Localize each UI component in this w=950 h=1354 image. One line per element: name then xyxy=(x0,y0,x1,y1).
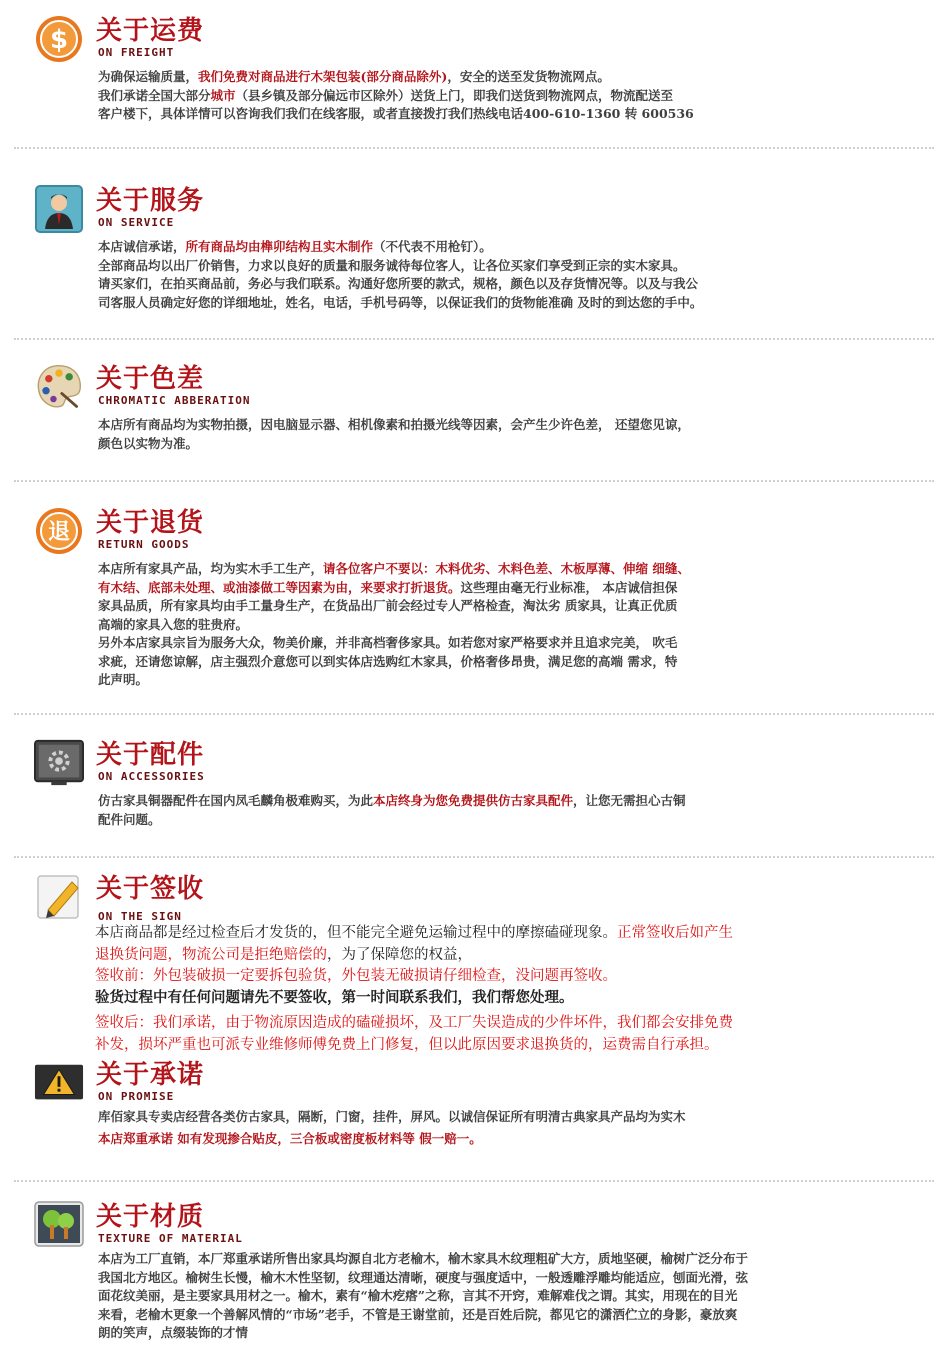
sign-line-4: 验货过程中有任何问题请先不要签收，第一时间联系我们，我们帮您处理。 xyxy=(95,989,574,1006)
dollar-icon xyxy=(34,14,84,64)
sign-subtitle: ON THE SIGN xyxy=(98,910,182,923)
promise-line-2: 本店郑重承诺 如有发现掺合贴皮，三合板或密度板材料等 假一赔一。 xyxy=(98,1130,482,1146)
returns-line-5: 另外本店家具宗旨为服务大众，物美价廉，并非高档奢侈家具。如若您对家严格要求并且追求完美， 吹毛 xyxy=(98,635,678,650)
gear-icon xyxy=(34,738,84,788)
sign-line-5: 签收后：我们承诺，由于物流原因造成的磕碰损坏，及工厂失误造成的少件坏件，我们都会安排免费 xyxy=(95,1015,733,1031)
customer-service-icon xyxy=(34,184,84,234)
promise-section xyxy=(0,1058,950,1158)
material-title: 关于材质 xyxy=(96,1202,205,1232)
divider xyxy=(14,480,934,482)
promise-line-1: 库佰家具专卖店经营各类仿古家具，隔断，门窗，挂件，屏风。以诚信保证所有明清古典家具产品均为实木 xyxy=(98,1109,686,1124)
sign-line-3: 签收前：外包装破损一定要拆包验货，外包装无破损请仔细检查，没问题再签收。 xyxy=(95,968,617,984)
color-title: 关于色差 xyxy=(96,364,205,394)
returns-line-7: 此声明。 xyxy=(98,672,149,687)
divider xyxy=(14,713,934,715)
returns-body xyxy=(98,560,918,690)
returns-section xyxy=(0,506,950,696)
svg-text:$: $ xyxy=(49,25,69,55)
accessories-body xyxy=(98,792,918,829)
service-section xyxy=(0,184,950,324)
return-icon xyxy=(34,506,84,556)
service-line-4: 司客服人员确定好您的详细地址，姓名，电话，手机号码等，以保证我们的货物能准确 及时的到达您的手中。 xyxy=(98,294,703,310)
material-section xyxy=(0,1200,950,1354)
sign-body xyxy=(95,923,915,1056)
freight-line-2: 我们承诺全国大部分城市（县乡镇及部分偏远市区除外）送货上门，即我们送货到物流网点，物流配送至 xyxy=(98,87,674,103)
color-subtitle: CHROMATIC ABBERATION xyxy=(98,394,251,407)
svg-text:退: 退 xyxy=(47,520,71,545)
warning-icon xyxy=(34,1058,84,1108)
sign-line-2: 退换货问题，物流公司是拒绝赔偿的，为了保障您的权益， xyxy=(95,946,472,963)
material-subtitle: TEXTURE OF MATERIAL xyxy=(98,1232,243,1245)
accessories-subtitle: ON ACCESSORIES xyxy=(98,770,205,783)
freight-title: 关于运费 xyxy=(96,16,205,46)
sign-line-6: 补发，损坏严重也可派专业维修师傅免费上门修复，但以此原因要求退换货的，运费需自行承担。 xyxy=(95,1036,719,1053)
divider xyxy=(14,856,934,858)
divider xyxy=(14,338,934,340)
returns-line-4: 高端的家具入您的驻贵府。 xyxy=(98,616,249,632)
accessories-title: 关于配件 xyxy=(96,740,205,770)
returns-line-3: 家具品质，所有家具均由手工量身生产，在货品出厂前会经过专人严格检查，淘汰劣 质家具，让真正优质 xyxy=(98,598,678,613)
color-line-1: 本店所有商品均为实物拍摄，因电脑显示器、相机像素和拍摄光线等因素，会产生少许色差， 还望您见谅， xyxy=(98,417,690,432)
service-title: 关于服务 xyxy=(96,186,205,216)
sign-line-1: 本店商品都是经过检查后才发货的，但不能完全避免运输过程中的摩擦磕碰现象。正常签收后如产生 xyxy=(95,925,733,941)
divider xyxy=(14,147,934,149)
returns-line-2: 有木结、底部未处理、或油漆做工等因素为由，来要求打折退货。这些理由毫无行业标准， 本店诚信担保 xyxy=(98,579,678,595)
promise-title: 关于承诺 xyxy=(96,1060,205,1090)
color-body xyxy=(98,416,918,453)
service-line-1: 本店诚信承诺，所有商品均由榫卯结构且实木制作（不代表不用枪钉）。 xyxy=(98,239,492,254)
palette-icon xyxy=(34,362,84,412)
sign-title: 关于签收 xyxy=(96,874,205,904)
material-line-2: 我国北方地区。榆树生长慢，榆木木性坚韧，纹理通达清晰，硬度与强度适中，一般透雕浮雕均能适应，刨面光滑，弦 xyxy=(98,1269,749,1285)
material-line-1: 本店为工厂直销，本厂郑重承诺所售出家具均源自北方老榆木，榆木家具木纹理粗矿大方，质地坚硬，榆树广泛分布于 xyxy=(98,1251,749,1266)
tree-icon xyxy=(34,1200,84,1250)
freight-line-3: 客户楼下，具体详情可以咨询我们我们在线客服，或者直接拨打我们热线电话400-610-1360 转 600536 xyxy=(98,106,694,121)
divider xyxy=(14,1180,934,1182)
sign-section xyxy=(0,872,950,1062)
service-subtitle: ON SERVICE xyxy=(98,216,175,229)
accessories-line-1: 仿古家具铜器配件在国内凤毛麟角极难购买，为此本店终身为您免费提供仿古家具配件，让您无需担心古铜 xyxy=(98,793,686,808)
service-line-3: 请买家们，在拍买商品前，务必与我们联系。沟通好您所要的款式，规格，颜色以及存货情况等。以及与我公 xyxy=(98,276,699,291)
freight-body xyxy=(98,68,918,124)
accessories-line-2: 配件问题。 xyxy=(98,811,161,827)
service-line-2: 全部商品均以出厂价销售，力求以良好的质量和服务诚待每位客人，让各位买家们享受到正宗的实木家具。 xyxy=(98,257,686,273)
color-section xyxy=(0,362,950,462)
promise-subtitle: ON PROMISE xyxy=(98,1090,175,1103)
material-line-5: 朗的笑声，点缀装饰的才情 xyxy=(98,1325,249,1340)
service-body xyxy=(98,238,918,312)
promise-body xyxy=(98,1108,918,1148)
accessories-section xyxy=(0,738,950,838)
material-line-3: 面花纹美丽，是主要家具用材之一。榆木，素有“榆木疙瘩”之称，言其不开窍，难解难伐之谓。其实，用现在的目光 xyxy=(98,1288,738,1303)
color-line-2: 颜色以实物为准。 xyxy=(98,435,199,451)
material-body xyxy=(98,1250,918,1343)
pencil-icon xyxy=(34,872,84,922)
freight-subtitle: ON FREIGHT xyxy=(98,46,175,59)
material-line-4: 来看，老榆木更象一个善解风情的“市场”老手，不管是王谢堂前，还是百姓后院，都见它的潇洒伫立的身影，豪放爽 xyxy=(98,1306,738,1322)
returns-line-1: 本店所有家具产品，均为实木手工生产，请各位客户不要以：木料优劣、木料色差、木板厚薄、伸缩 细缝、 xyxy=(98,561,690,576)
freight-line-1: 为确保运输质量，我们免费对商品进行木架包装(部分商品除外)，安全的送至发货物流网点。 xyxy=(98,69,610,84)
returns-subtitle: RETURN GOODS xyxy=(98,538,190,551)
returns-title: 关于退货 xyxy=(96,508,205,538)
freight-section xyxy=(0,14,950,134)
returns-line-6: 求疵，还请您谅解，店主强烈介意您可以到实体店选购红木家具，价格奢侈昂贵，满足您的高端 需求，特 xyxy=(98,653,678,669)
